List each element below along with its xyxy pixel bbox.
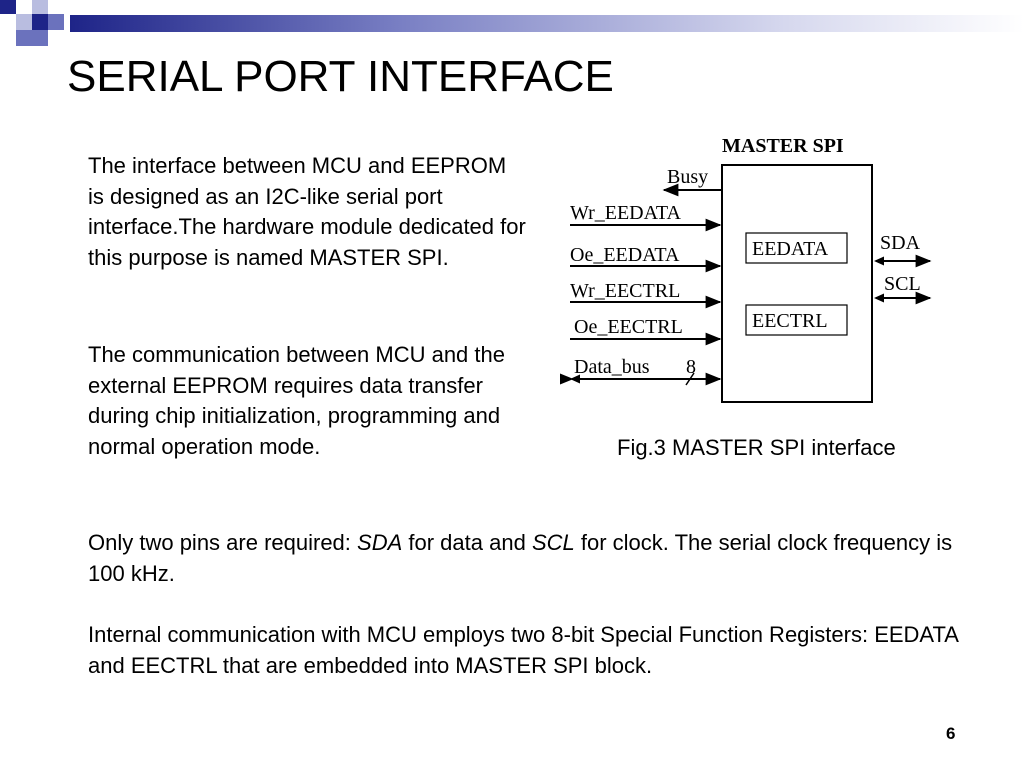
master-spi-diagram [560, 125, 950, 415]
deco-square [48, 0, 64, 14]
slide-title: SERIAL PORT INTERFACE [67, 52, 614, 101]
header-gradient-bar [70, 15, 1024, 32]
scl-left-head [874, 294, 884, 303]
pins-text-1: Only two pins are required: [88, 530, 358, 555]
master-spi-block [722, 165, 872, 402]
deco-square [48, 14, 64, 30]
deco-square [16, 14, 32, 30]
oe-eedata-label: Oe_EEDATA [570, 244, 680, 266]
deco-square [32, 14, 48, 30]
pins-text-2: for data and [402, 530, 532, 555]
deco-square [0, 14, 16, 30]
pins-text-3: for clock. The serial clock frequency is 100 kHz. [88, 530, 953, 586]
eedata-register-label: EEDATA [752, 238, 829, 260]
sda-left-head [874, 257, 884, 266]
bus-width-label: 8 [686, 356, 696, 378]
eectrl-register-label: EECTRL [752, 310, 828, 332]
block-title: MASTER SPI [722, 135, 844, 157]
busy-label: Busy [667, 166, 709, 188]
deco-square [16, 30, 32, 46]
data-bus-label: Data_bus [574, 356, 650, 378]
pins-paragraph [88, 528, 968, 589]
intro-paragraph: The interface between MCU and EEPROM is designed as an I2C-like serial port interface.The hardware module dedicated for this purpose is named MASTER SPI. [88, 153, 526, 270]
wr-eedata-label: Wr_EEDATA [570, 202, 681, 224]
registers-paragraph: Internal communication with MCU employs two 8-bit Special Function Registers: EEDATA and EECTRL that are embedded into MASTER SPI block. [88, 622, 958, 678]
sda-term: SDA [357, 530, 403, 555]
deco-square [32, 0, 48, 14]
deco-square [32, 30, 48, 46]
scl-label: SCL [884, 273, 921, 295]
deco-square [0, 0, 16, 14]
figure-caption: Fig.3 MASTER SPI interface [617, 435, 896, 460]
scl-term: SCL [531, 530, 575, 555]
page-number: 6 [946, 724, 956, 743]
sda-label: SDA [880, 232, 921, 254]
oe-eectrl-label: Oe_EECTRL [574, 316, 683, 338]
wr-eectrl-label: Wr_EECTRL [570, 280, 681, 302]
communication-paragraph: The communication between MCU and the external EEPROM requires data transfer during chip initialization, programming and normal operation mode. [88, 342, 505, 459]
